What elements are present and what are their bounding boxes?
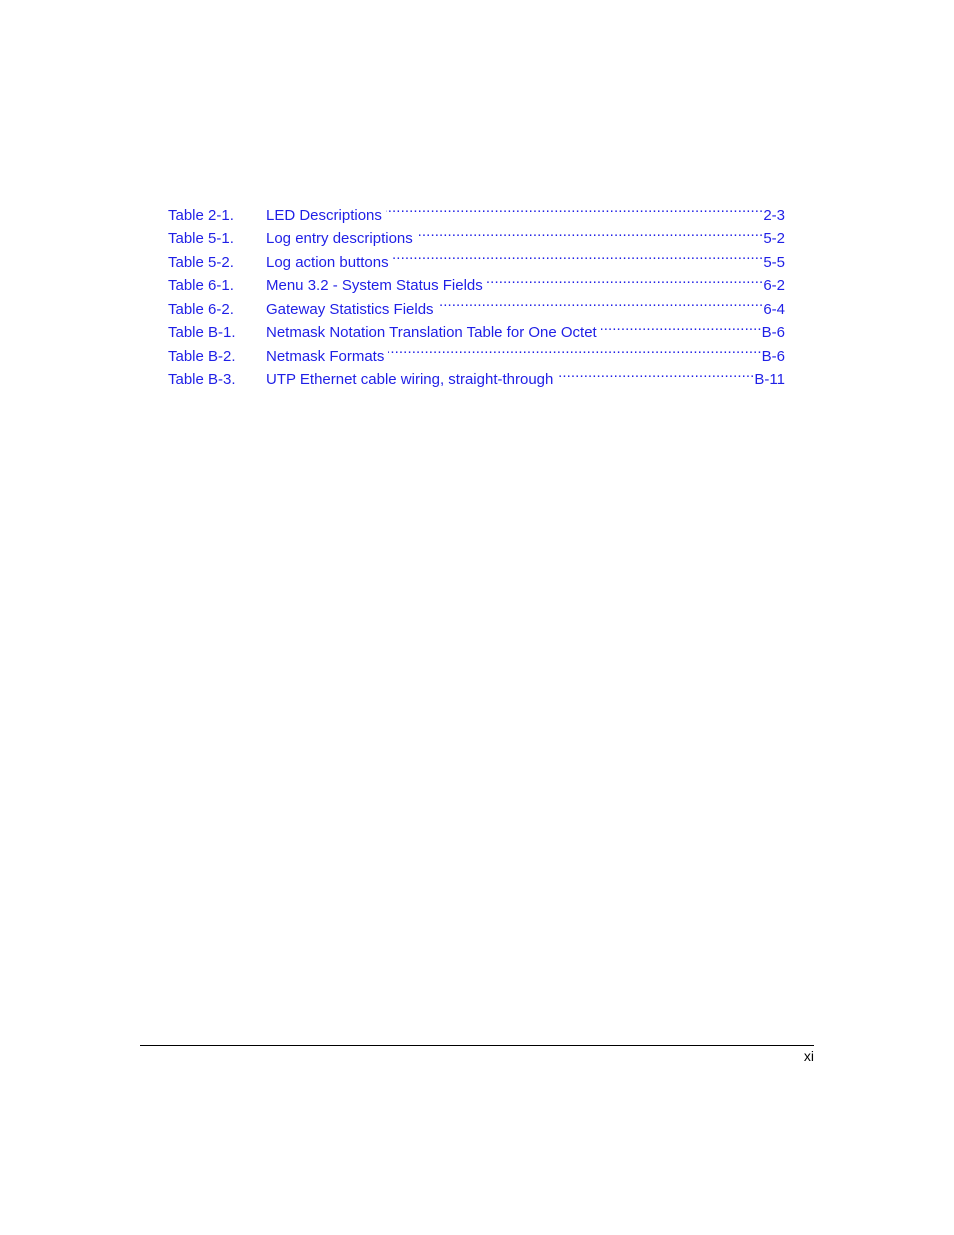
toc-entry-page: 6-2 xyxy=(763,277,785,294)
toc-entry-page: B-6 xyxy=(761,324,785,341)
toc-entry-number: Table B-3. xyxy=(168,371,236,388)
toc-entry-title: UTP Ethernet cable wiring, straight-through xyxy=(266,371,554,388)
toc-entry-page: 5-2 xyxy=(763,230,785,247)
dot-leader xyxy=(417,220,764,244)
toc-entry-title: Netmask Notation Translation Table for One Octet xyxy=(266,324,597,341)
toc-entry-number: Table 5-1. xyxy=(168,230,234,247)
toc-entry-page: B-6 xyxy=(761,347,785,365)
dot-leader xyxy=(601,314,762,338)
dot-leader xyxy=(557,361,754,385)
toc-entry-title: Log entry descriptions xyxy=(266,230,413,247)
dot-leader xyxy=(393,243,764,267)
toc-entry-title: Gateway Statistics Fields xyxy=(266,300,434,318)
toc-entry-title: Log action buttons xyxy=(266,253,389,271)
toc-entry-title: Menu 3.2 - System Status Fields xyxy=(266,277,483,294)
toc-entry-page: 6-4 xyxy=(763,300,785,318)
page-number: xi xyxy=(803,1048,814,1064)
toc-entry-page: B-11 xyxy=(754,371,785,388)
toc-entry-number: Table 6-2. xyxy=(168,300,234,318)
toc-entry-page: 2-3 xyxy=(763,206,785,224)
toc-entry-number: Table B-2. xyxy=(168,347,236,365)
toc-entry-table-2-1[interactable] xyxy=(168,196,785,224)
footer-divider xyxy=(140,1045,814,1046)
toc-entry-page: 5-5 xyxy=(763,253,785,271)
toc-entry-number: Table B-1. xyxy=(168,324,236,341)
dot-leader xyxy=(386,196,763,220)
toc-entry-number: Table 5-2. xyxy=(168,253,234,271)
list-of-tables xyxy=(168,196,785,388)
toc-entry-number: Table 6-1. xyxy=(168,277,234,294)
dot-leader xyxy=(487,267,764,291)
toc-entry-title: Netmask Formats xyxy=(266,347,385,365)
dot-leader xyxy=(438,290,764,314)
toc-entry-title: LED Descriptions xyxy=(266,206,382,224)
dot-leader xyxy=(388,337,761,361)
toc-entry-number: Table 2-1. xyxy=(168,206,234,224)
